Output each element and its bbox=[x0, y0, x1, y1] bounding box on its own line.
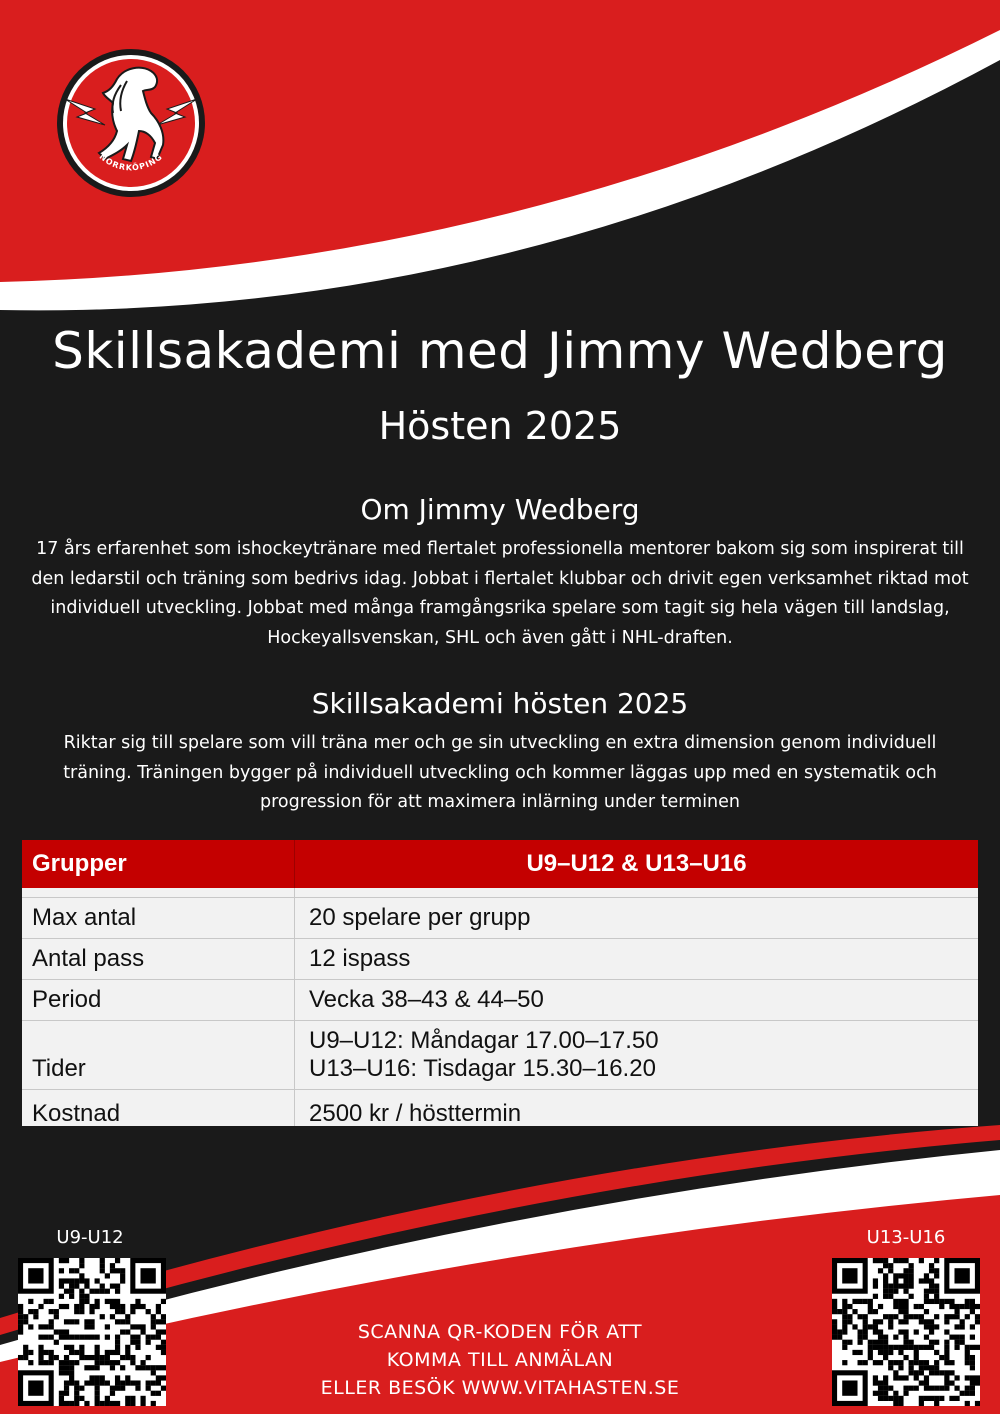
table-header-row bbox=[22, 840, 978, 888]
qr-left-label: U9-U12 bbox=[56, 1227, 124, 1248]
cta-line: KOMMA TILL ANMÄLAN bbox=[386, 1349, 614, 1371]
row-value-line: U13–U16: Tisdagar 15.30–16.20 bbox=[309, 1055, 656, 1082]
row-label: Period bbox=[32, 986, 102, 1013]
row-value-line: U9–U12: Måndagar 17.00–17.50 bbox=[309, 1027, 659, 1054]
row-value: 2500 kr / hösttermin bbox=[294, 1090, 978, 1126]
row-value: Vecka 38–43 & 44–50 bbox=[294, 980, 978, 1020]
table-header-label: Grupper bbox=[32, 850, 127, 877]
table-row bbox=[22, 1090, 978, 1126]
academy-body: Riktar sig till spelare som vill träna mer och ge sin utveckling en extra dimension genom individuell träning. Träningen bygger på individuell utveckling och kommer läggas upp med en systematik och progression för att maximera inlärning under terminen bbox=[63, 733, 937, 812]
table-row bbox=[22, 939, 978, 980]
cta-link[interactable]: ELLER BESÖK WWW.VITAHASTEN.SE bbox=[320, 1377, 680, 1399]
logo-text: NORRKÖPING bbox=[97, 151, 165, 173]
table-row bbox=[22, 980, 978, 1021]
row-label: Kostnad bbox=[32, 1100, 121, 1126]
call-to-action bbox=[250, 1318, 750, 1402]
row-label: Antal pass bbox=[32, 945, 145, 972]
page-title: Skillsakademi med Jimmy Wedberg bbox=[52, 322, 948, 380]
table-spacer bbox=[22, 888, 978, 898]
academy-heading: Skillsakademi hösten 2025 bbox=[311, 687, 689, 720]
table-row bbox=[22, 898, 978, 939]
qr-right-label: U13-U16 bbox=[866, 1227, 946, 1248]
row-label: Max antal bbox=[32, 904, 137, 931]
table-header-value: U9–U12 & U13–U16 bbox=[294, 840, 978, 888]
row-label: Tider bbox=[32, 1055, 86, 1082]
table-row bbox=[22, 1021, 978, 1090]
spacer-right bbox=[294, 888, 978, 897]
cta-line: SCANNA QR-KODEN FÖR ATT bbox=[357, 1321, 643, 1343]
row-value bbox=[294, 1021, 978, 1089]
about-body: 17 års erfarenhet som ishockeytränare med flertalet professionella mentorer bakom sig som inspirerat till den ledarstil och träning som bedrivs idag. Jobbat i flertalet klubbar och drivit egen verksamhet riktad mot individuell utveckling. Jobbat med många framgångsrika spelare som tagit sig hela vägen till landslag, Hockeyallsvenskan, SHL och även gått i NHL-draften. bbox=[31, 539, 969, 648]
about-heading: Om Jimmy Wedberg bbox=[360, 493, 640, 526]
qr-code-icon[interactable] bbox=[832, 1258, 980, 1406]
page-subtitle: Hösten 2025 bbox=[378, 404, 622, 448]
spacer-left bbox=[22, 888, 294, 897]
row-value: 12 ispass bbox=[294, 939, 978, 979]
info-table bbox=[22, 840, 978, 1126]
row-value: 20 spelare per grupp bbox=[294, 898, 978, 938]
club-logo bbox=[55, 47, 207, 199]
qr-code-icon[interactable] bbox=[18, 1258, 166, 1406]
